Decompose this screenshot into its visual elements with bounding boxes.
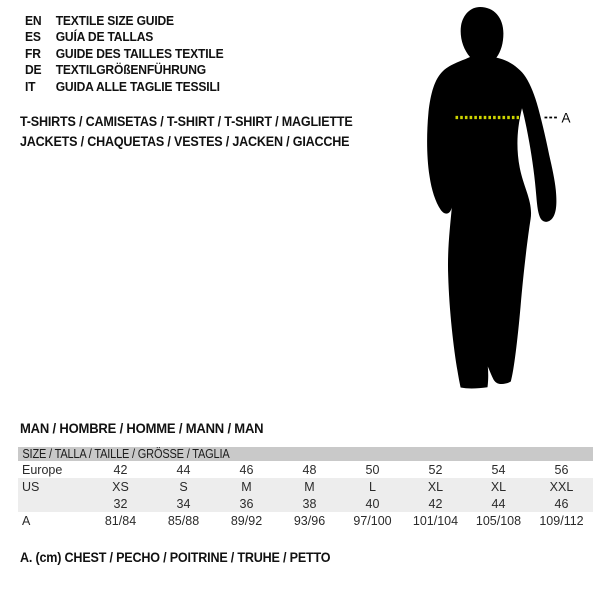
table-cell: 42 — [428, 496, 443, 511]
category-line-jackets: JACKETS / CHAQUETAS / VESTES / JACKEN / GIACCHE — [20, 133, 350, 149]
table-cell: 101/104 — [412, 513, 459, 528]
size-table-header-label: SIZE / TALLA / TAILLE / GRÖSSE / TAGLIA — [22, 447, 230, 461]
table-cell: XXL — [549, 479, 574, 494]
row-label: Europe — [22, 462, 63, 477]
table-cell: S — [179, 479, 188, 494]
man-silhouette-svg — [400, 0, 600, 400]
table-row-europe — [18, 461, 593, 478]
table-cell: 89/92 — [230, 513, 263, 528]
table-cell: 40 — [365, 496, 380, 511]
table-cell: 32 — [113, 496, 128, 511]
language-label: GUÍA DE TALLAS — [55, 29, 154, 45]
language-row-de — [25, 62, 223, 78]
table-cell: 34 — [176, 496, 191, 511]
table-cell: 44 — [176, 462, 191, 477]
table-row-us-numbers — [18, 495, 593, 512]
table-cell: 109/112 — [539, 513, 584, 528]
measurement-footnote: A. (cm) CHEST / PECHO / POITRINE / TRUHE / PETTO — [20, 550, 331, 565]
language-code: IT — [25, 78, 36, 94]
garment-categories — [20, 112, 353, 151]
row-label: A — [22, 513, 31, 528]
man-silhouette — [427, 7, 531, 388]
table-cell: 46 — [554, 496, 569, 511]
table-cell: 36 — [239, 496, 254, 511]
table-cell: 85/88 — [167, 513, 200, 528]
language-row-fr — [25, 46, 223, 62]
row-label: US — [22, 479, 40, 494]
language-code: ES — [25, 29, 41, 45]
table-cell: 54 — [491, 462, 506, 477]
table-cell: 52 — [428, 462, 443, 477]
table-cell: 48 — [302, 462, 317, 477]
language-label: GUIDA ALLE TAGLIE TESSILI — [55, 78, 220, 94]
table-cell: 46 — [239, 462, 254, 477]
table-row-chest-cm — [18, 512, 593, 529]
measure-label-a: A — [561, 110, 571, 126]
table-cell: XL — [490, 479, 507, 494]
language-list — [25, 13, 223, 95]
language-row-es — [25, 29, 223, 45]
language-row-it — [25, 79, 223, 95]
language-code: EN — [25, 13, 42, 28]
table-cell: 44 — [491, 496, 506, 511]
language-label: GUIDE DES TAILLES TEXTILE — [55, 45, 224, 61]
table-cell: 50 — [365, 462, 380, 477]
table-cell: 93/96 — [293, 513, 326, 528]
table-cell: 56 — [554, 462, 569, 477]
size-table-header — [18, 447, 593, 461]
language-label: TEXTILE SIZE GUIDE — [55, 13, 174, 28]
category-line-tshirts: T-SHIRTS / CAMISETAS / T-SHIRT / T-SHIRT / MAGLIETTE — [20, 114, 353, 129]
size-table — [18, 447, 593, 529]
language-label: TEXTILGRÖßENFÜHRUNG — [55, 62, 206, 78]
language-code: DE — [25, 62, 42, 78]
table-row-us-letters — [18, 478, 593, 495]
table-cell: 97/100 — [353, 513, 392, 528]
language-row-en — [25, 13, 223, 29]
measurement-figure — [400, 0, 600, 400]
table-cell: M — [241, 479, 252, 494]
table-cell: 42 — [113, 462, 128, 477]
language-code: FR — [25, 45, 41, 61]
table-cell: M — [304, 479, 315, 494]
table-cell: 105/108 — [475, 513, 522, 528]
table-cell: L — [369, 479, 376, 494]
section-heading: MAN / HOMBRE / HOMME / MANN / MAN — [20, 420, 264, 436]
table-cell: 81/84 — [104, 513, 137, 528]
table-cell: XL — [427, 479, 444, 494]
table-cell: XS — [112, 479, 129, 494]
table-cell: 38 — [302, 496, 317, 511]
